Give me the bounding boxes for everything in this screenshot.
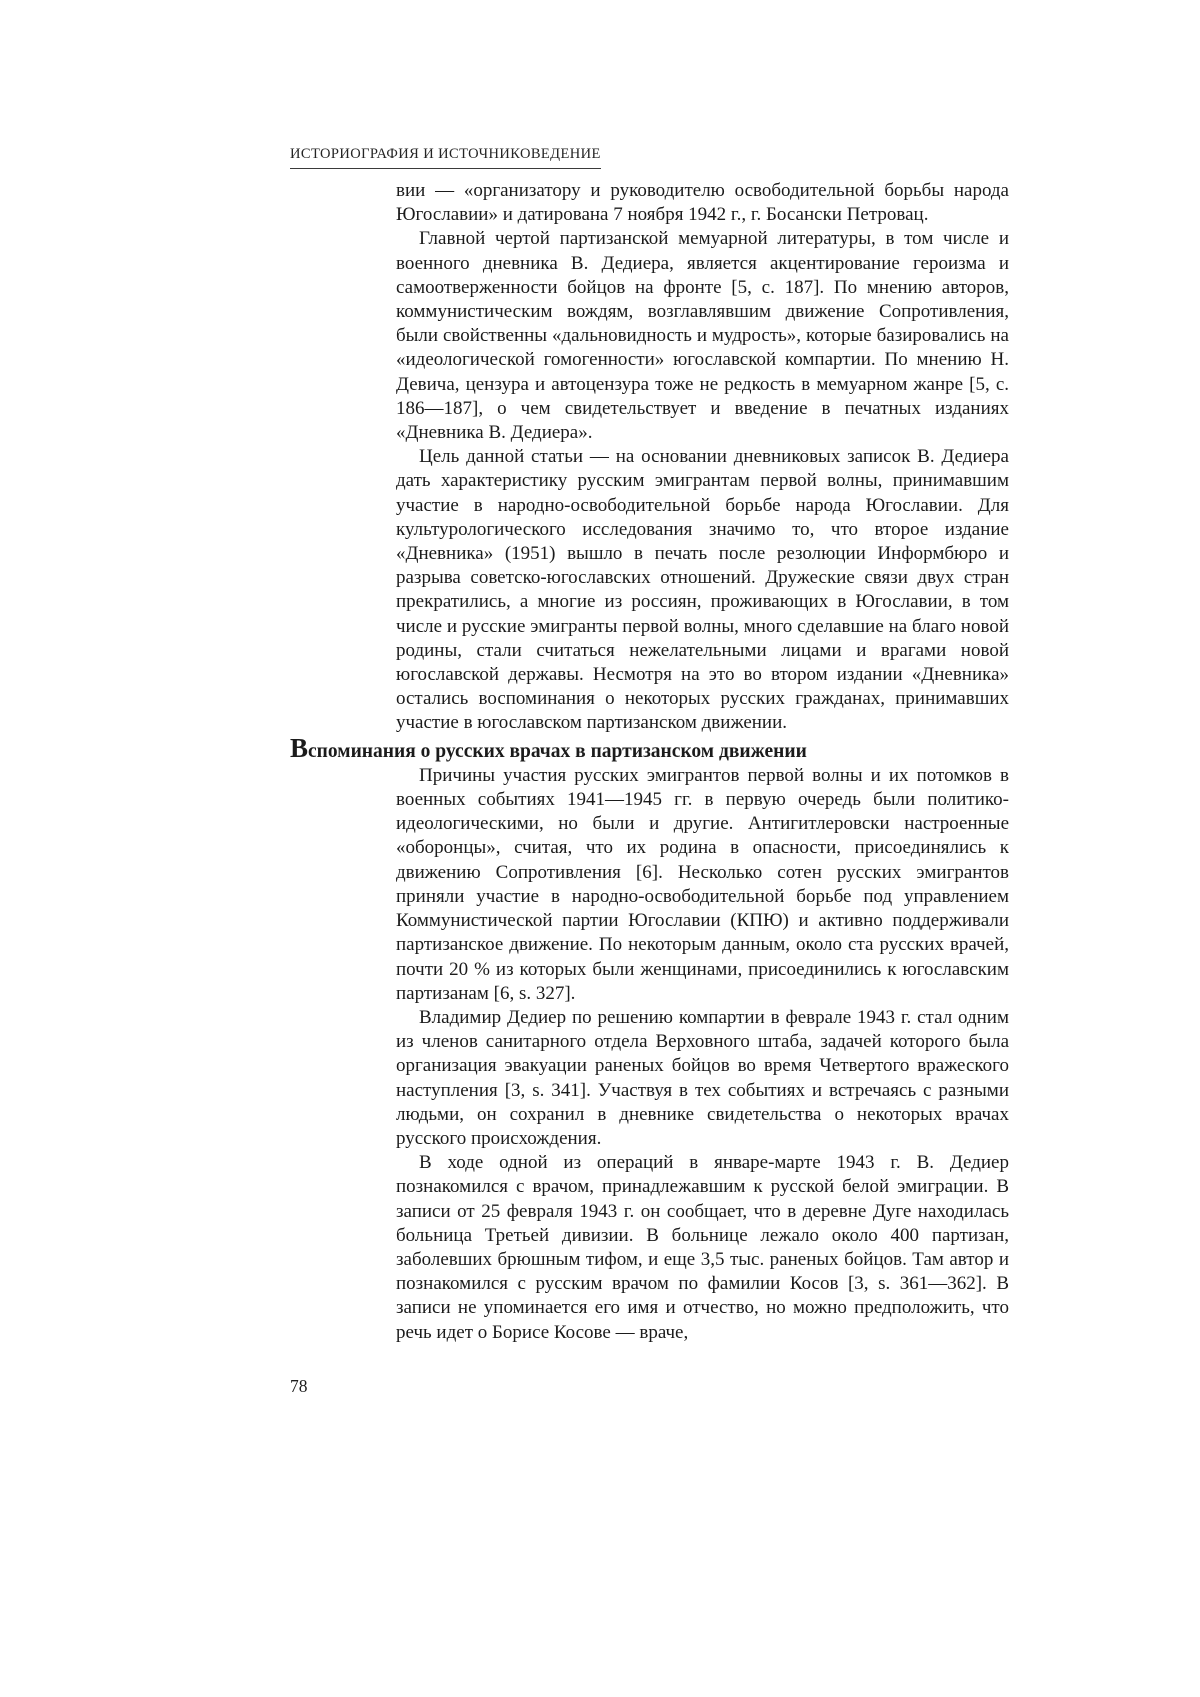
paragraph-article-goal: Цель данной статьи — на основании дневниковых записок В. Дедиера дать характеристику русским эмигрантам первой волны, принимавшим участие в народно-освободительной борьбе народа Югославии. Для культурологического исследования значимо то, что второе издание «Дневника» (1951) вышло в печать после резолюции Информбюро и разрыва советско-югославских отношений. Дружеские связи двух стран прекратились, а многие из россиян, проживающих в Югославии, в том числе и русские эмигранты первой волны, много сделавшие на благо новой родины, стали считаться нежелательными лицами и врагами новой югославской державы. Несмотря на это во втором издании «Дневника» остались воспоминания о некоторых русских гражданах, принимавших участие в югославском партизанском движении. [396, 446, 1009, 734]
paragraph-participation-reasons: Причины участия русских эмигрантов первой волны и их потомков в военных событиях 1941—1945 гг. в первую очередь были политико-идеологическими, но были и другие. Антигитлеровски настроенные «оборонцы», считая, что их родина в опасности, присоединялись к движению Сопротивления [6]. Несколько сотен русских эмигрантов приняли участие в народно-освободительной борьбе под управлением Коммунистической партии Югославии (КПЮ) и активно поддерживали партизанское движение. По некоторым данным, около ста русских врачей, почти 20 % из которых были женщинами, присоединились к югославским партизанам [6, s. 327]. [396, 764, 1009, 1004]
article-body [290, 179, 1009, 1345]
paragraph-dedijer-medical-dept: Владимир Дедиер по решению компартии в феврале 1943 г. стал одним из членов санитарного отдела Верховного штаба, задачей которого была организация эвакуации раненых бойцов во время Четвертого вражеского наступления [3, s. 341]. Участвуя в тех событиях и встречаясь с разными людьми, он сохранил в дневнике свидетельства о некоторых врачах русского происхождения. [396, 1006, 1009, 1149]
paragraph-kosov-doctor: В ходе одной из операций в январе-марте 1943 г. В. Дедиер познакомился с врачом, принадлежавшим к русской белой эмиграции. В записи от 25 февраля 1943 г. он сообщает, что в деревне Дуге находилась больница Третьей дивизии. В больнице лежало около 400 партизан, заболевших брюшным тифом, и еще 3,5 тыс. раненых бойцов. Там автор и познакомился с русским врачом по фамилии Косов [3, s. 361—362]. В записи не упоминается его имя и отчество, но можно предположить, что речь идет о Борисе Косове — враче, [396, 1152, 1009, 1343]
paragraph-memoir-literature: Главной чертой партизанской мемуарной литературы, в том числе и военного дневника В. Дедиера, является акцентирование героизма и самоотверженности бойцов на фронте [5, с. 187]. По мнению авторов, коммунистическим вождям, возглавлявшим движение Сопротивления, были свойственны «дальновидность и мудрость», которые базировались на «идеологической гомогенности» югославской компартии. По мнению Н. Девича, цензура и автоцензура тоже не редкость в мемуарном жанре [5, с. 186—187], о чем свидетельствует и введение в печатных изданиях «Дневника В. Дедиера». [396, 228, 1009, 444]
section-heading-initial: В [290, 732, 309, 763]
section-heading [290, 732, 1009, 764]
page-number: 78 [290, 1376, 308, 1396]
section-heading-text: споминания о русских врачах в партизанском движении [308, 740, 807, 762]
running-header: ИСТОРИОГРАФИЯ И ИСТОЧНИКОВЕДЕНИЕ [290, 146, 601, 169]
paragraph-continuation: вии — «организатору и руководителю освободительной борьбы народа Югославии» и датирована 7 ноября 1942 г., г. Босански Петровац. [396, 180, 1009, 226]
